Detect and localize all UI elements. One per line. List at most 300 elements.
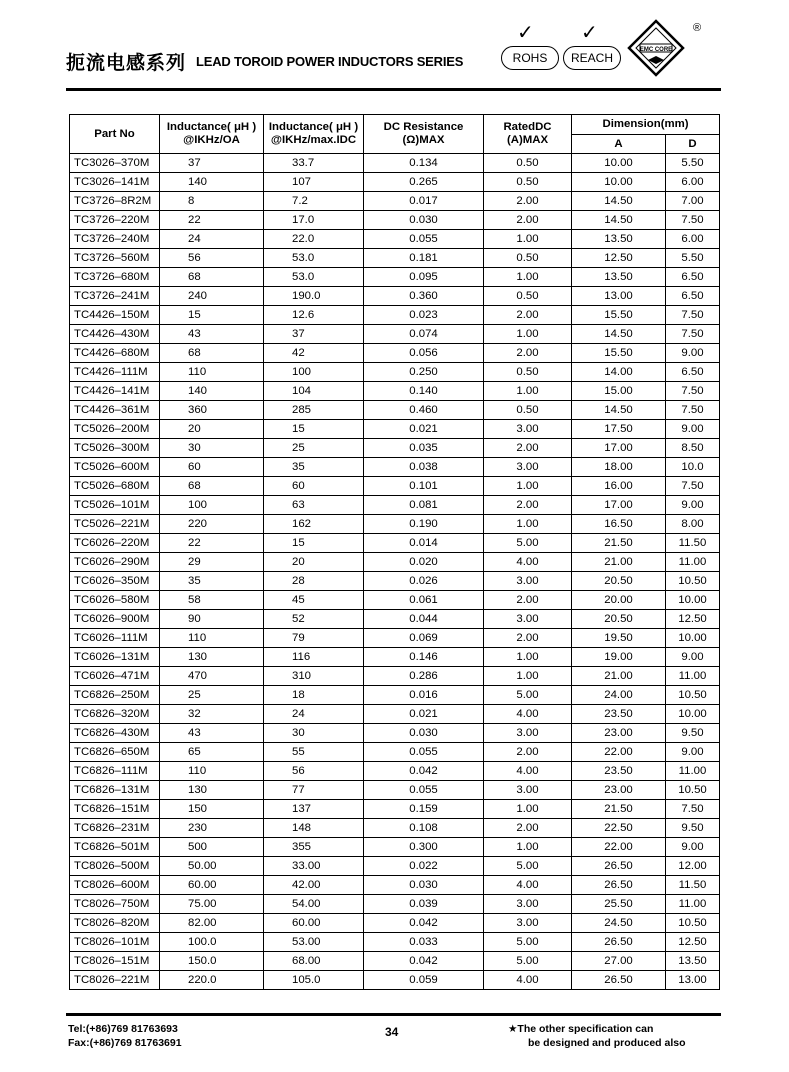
cell-dim-d: 10.00 (666, 591, 720, 610)
cell-inductance-oa: 100.0 (160, 933, 264, 952)
table-row (70, 952, 720, 971)
cell-rated-dc: 3.00 (484, 895, 572, 914)
cell-inductance-oa: 35 (160, 572, 264, 591)
cell-dim-a: 26.50 (572, 857, 666, 876)
cell-dc-resistance: 0.250 (364, 363, 484, 382)
cell-dim-d: 9.00 (666, 420, 720, 439)
cell-rated-dc: 3.00 (484, 420, 572, 439)
cell-inductance-dc: 104 (264, 382, 364, 401)
reach-badge: REACH (563, 46, 621, 70)
cell-inductance-dc: 15 (264, 420, 364, 439)
cell-part-no: TC5026–600M (70, 458, 160, 477)
cell-dc-resistance: 0.055 (364, 743, 484, 762)
footer-divider (66, 1013, 721, 1016)
cell-dim-d: 6.00 (666, 230, 720, 249)
cell-dc-resistance: 0.181 (364, 249, 484, 268)
cell-dim-a: 15.00 (572, 382, 666, 401)
cell-dim-a: 21.00 (572, 553, 666, 572)
cell-dc-resistance: 0.360 (364, 287, 484, 306)
cell-inductance-dc: 285 (264, 401, 364, 420)
cell-dim-d: 7.50 (666, 211, 720, 230)
cell-inductance-oa: 20 (160, 420, 264, 439)
cell-inductance-oa: 25 (160, 686, 264, 705)
reach-check-icon: ✓ (581, 22, 598, 44)
cell-dim-a: 14.50 (572, 211, 666, 230)
rohs-badge: ROHS (501, 46, 559, 70)
cell-dc-resistance: 0.300 (364, 838, 484, 857)
table-row (70, 629, 720, 648)
cell-part-no: TC6026–471M (70, 667, 160, 686)
cell-dim-a: 20.00 (572, 591, 666, 610)
cell-inductance-oa: 29 (160, 553, 264, 572)
cell-dc-resistance: 0.022 (364, 857, 484, 876)
cell-dc-resistance: 0.146 (364, 648, 484, 667)
cell-dc-resistance: 0.042 (364, 914, 484, 933)
cell-inductance-dc: 20 (264, 553, 364, 572)
table-row (70, 192, 720, 211)
cell-rated-dc: 1.00 (484, 268, 572, 287)
cell-inductance-dc: 190.0 (264, 287, 364, 306)
cell-dc-resistance: 0.017 (364, 192, 484, 211)
cell-part-no: TC8026–500M (70, 857, 160, 876)
cell-dc-resistance: 0.021 (364, 705, 484, 724)
cell-rated-dc: 1.00 (484, 800, 572, 819)
cell-inductance-dc: 7.2 (264, 192, 364, 211)
cell-dim-d: 6.50 (666, 287, 720, 306)
cell-dim-a: 16.00 (572, 477, 666, 496)
table-row (70, 876, 720, 895)
cell-rated-dc: 1.00 (484, 230, 572, 249)
table-row (70, 534, 720, 553)
cell-dim-d: 5.50 (666, 154, 720, 173)
cell-dim-d: 9.50 (666, 819, 720, 838)
cell-dim-a: 23.00 (572, 724, 666, 743)
cell-dim-a: 23.50 (572, 762, 666, 781)
cell-dim-a: 24.50 (572, 914, 666, 933)
cell-inductance-dc: 53.0 (264, 249, 364, 268)
cell-dim-d: 11.00 (666, 553, 720, 572)
cell-dim-d: 11.00 (666, 667, 720, 686)
contact-info (68, 1022, 182, 1050)
table-row (70, 857, 720, 876)
table-row (70, 344, 720, 363)
cell-dim-a: 21.50 (572, 534, 666, 553)
cell-inductance-oa: 110 (160, 629, 264, 648)
cell-part-no: TC4426–111M (70, 363, 160, 382)
cell-inductance-dc: 77 (264, 781, 364, 800)
cell-dim-a: 23.50 (572, 705, 666, 724)
cell-dim-a: 18.00 (572, 458, 666, 477)
cell-rated-dc: 5.00 (484, 933, 572, 952)
table-row (70, 306, 720, 325)
cell-inductance-dc: 15 (264, 534, 364, 553)
cell-part-no: TC6026–350M (70, 572, 160, 591)
rohs-check-icon: ✓ (517, 22, 534, 44)
cell-dim-a: 27.00 (572, 952, 666, 971)
cell-inductance-oa: 37 (160, 154, 264, 173)
cell-dc-resistance: 0.069 (364, 629, 484, 648)
cell-rated-dc: 1.00 (484, 515, 572, 534)
cell-rated-dc: 3.00 (484, 724, 572, 743)
cell-dim-d: 9.50 (666, 724, 720, 743)
cell-inductance-oa: 22 (160, 534, 264, 553)
cell-part-no: TC6026–290M (70, 553, 160, 572)
header-dim-a: A (572, 135, 666, 154)
cell-inductance-oa: 43 (160, 724, 264, 743)
cell-dc-resistance: 0.055 (364, 781, 484, 800)
cell-part-no: TC6026–111M (70, 629, 160, 648)
cell-dim-d: 7.50 (666, 477, 720, 496)
cell-dc-resistance: 0.095 (364, 268, 484, 287)
cell-inductance-oa: 220.0 (160, 971, 264, 990)
cell-inductance-oa: 150 (160, 800, 264, 819)
cell-dim-d: 11.00 (666, 895, 720, 914)
cell-rated-dc: 3.00 (484, 458, 572, 477)
table-row (70, 800, 720, 819)
header-inductance-oa: Inductance( μH ) @IKHz/OA (160, 115, 264, 154)
cell-inductance-dc: 33.00 (264, 857, 364, 876)
cell-dim-d: 9.00 (666, 344, 720, 363)
table-row (70, 211, 720, 230)
cell-inductance-oa: 68 (160, 477, 264, 496)
cell-inductance-dc: 116 (264, 648, 364, 667)
table-row (70, 477, 720, 496)
cell-rated-dc: 2.00 (484, 496, 572, 515)
cell-dim-a: 10.00 (572, 173, 666, 192)
cell-dim-d: 10.00 (666, 705, 720, 724)
spec-table (69, 114, 720, 990)
cell-dc-resistance: 0.035 (364, 439, 484, 458)
table-row (70, 420, 720, 439)
header-dim-d: D (666, 135, 720, 154)
cell-dc-resistance: 0.074 (364, 325, 484, 344)
cell-dim-a: 13.00 (572, 287, 666, 306)
cell-dc-resistance: 0.030 (364, 211, 484, 230)
cell-rated-dc: 1.00 (484, 477, 572, 496)
cell-inductance-dc: 53.0 (264, 268, 364, 287)
cell-inductance-oa: 75.00 (160, 895, 264, 914)
spec-note (508, 1022, 686, 1050)
cell-rated-dc: 2.00 (484, 306, 572, 325)
cell-dim-a: 26.50 (572, 876, 666, 895)
cell-inductance-dc: 52 (264, 610, 364, 629)
table-row (70, 458, 720, 477)
cell-inductance-oa: 100 (160, 496, 264, 515)
cell-dim-a: 22.50 (572, 819, 666, 838)
cell-part-no: TC6826–231M (70, 819, 160, 838)
cell-rated-dc: 2.00 (484, 629, 572, 648)
company-logo-icon (626, 18, 686, 78)
cell-part-no: TC3726–8R2M (70, 192, 160, 211)
header-dc-resistance: DC Resistance (Ω)MAX (364, 115, 484, 154)
cell-dim-d: 5.50 (666, 249, 720, 268)
cell-dc-resistance: 0.014 (364, 534, 484, 553)
cell-rated-dc: 0.50 (484, 287, 572, 306)
cell-inductance-oa: 90 (160, 610, 264, 629)
cell-part-no: TC4426–150M (70, 306, 160, 325)
table-row (70, 838, 720, 857)
cell-dc-resistance: 0.190 (364, 515, 484, 534)
cell-inductance-dc: 28 (264, 572, 364, 591)
cell-inductance-oa: 60.00 (160, 876, 264, 895)
cell-rated-dc: 0.50 (484, 154, 572, 173)
cell-rated-dc: 2.00 (484, 743, 572, 762)
cell-inductance-oa: 8 (160, 192, 264, 211)
table-row (70, 743, 720, 762)
cell-dim-d: 7.50 (666, 306, 720, 325)
cell-dim-a: 25.50 (572, 895, 666, 914)
cell-inductance-oa: 130 (160, 648, 264, 667)
cell-dc-resistance: 0.039 (364, 895, 484, 914)
cell-inductance-dc: 42 (264, 344, 364, 363)
cell-inductance-oa: 470 (160, 667, 264, 686)
cell-dim-d: 11.00 (666, 762, 720, 781)
cell-inductance-dc: 355 (264, 838, 364, 857)
cell-dim-d: 13.00 (666, 971, 720, 990)
cell-inductance-dc: 30 (264, 724, 364, 743)
cell-part-no: TC3726–240M (70, 230, 160, 249)
cell-inductance-oa: 50.00 (160, 857, 264, 876)
tel-text: Tel:(+86)769 81763693 (68, 1023, 178, 1035)
cell-dc-resistance: 0.030 (364, 724, 484, 743)
cell-inductance-oa: 22 (160, 211, 264, 230)
cell-dim-d: 13.50 (666, 952, 720, 971)
note-line-1: ★The other specification can (508, 1023, 654, 1035)
cell-dim-a: 10.00 (572, 154, 666, 173)
cell-part-no: TC6826–151M (70, 800, 160, 819)
registered-mark: ® (693, 22, 702, 34)
cell-dim-d: 9.00 (666, 743, 720, 762)
cell-rated-dc: 1.00 (484, 667, 572, 686)
cell-part-no: TC4426–141M (70, 382, 160, 401)
cell-dim-d: 7.50 (666, 800, 720, 819)
cell-inductance-oa: 60 (160, 458, 264, 477)
table-row (70, 268, 720, 287)
cell-inductance-dc: 162 (264, 515, 364, 534)
cell-rated-dc: 2.00 (484, 439, 572, 458)
cell-inductance-dc: 148 (264, 819, 364, 838)
cell-inductance-dc: 42.00 (264, 876, 364, 895)
table-row (70, 667, 720, 686)
cell-part-no: TC3026–370M (70, 154, 160, 173)
cell-part-no: TC4426–361M (70, 401, 160, 420)
cell-dim-a: 26.50 (572, 933, 666, 952)
cell-inductance-oa: 110 (160, 762, 264, 781)
cell-inductance-dc: 105.0 (264, 971, 364, 990)
cell-dc-resistance: 0.016 (364, 686, 484, 705)
cell-dc-resistance: 0.030 (364, 876, 484, 895)
cell-rated-dc: 2.00 (484, 344, 572, 363)
note-line-2: be designed and produced also (528, 1037, 686, 1049)
cell-dc-resistance: 0.023 (364, 306, 484, 325)
cell-rated-dc: 1.00 (484, 648, 572, 667)
cell-dc-resistance: 0.140 (364, 382, 484, 401)
cell-inductance-dc: 310 (264, 667, 364, 686)
table-row (70, 819, 720, 838)
cell-part-no: TC6826–320M (70, 705, 160, 724)
cell-dim-d: 7.00 (666, 192, 720, 211)
table-row (70, 591, 720, 610)
cell-dim-d: 9.00 (666, 648, 720, 667)
cell-dc-resistance: 0.055 (364, 230, 484, 249)
cell-dim-d: 8.00 (666, 515, 720, 534)
cell-dim-d: 10.0 (666, 458, 720, 477)
cell-part-no: TC6826–430M (70, 724, 160, 743)
cell-inductance-dc: 12.6 (264, 306, 364, 325)
cell-dim-d: 12.50 (666, 610, 720, 629)
cell-rated-dc: 3.00 (484, 781, 572, 800)
cell-part-no: TC8026–151M (70, 952, 160, 971)
cell-dim-d: 12.50 (666, 933, 720, 952)
cell-dim-a: 14.50 (572, 401, 666, 420)
cell-dc-resistance: 0.033 (364, 933, 484, 952)
cell-rated-dc: 3.00 (484, 572, 572, 591)
cell-dim-a: 14.00 (572, 363, 666, 382)
cell-dim-a: 13.50 (572, 230, 666, 249)
cell-dim-a: 23.00 (572, 781, 666, 800)
cell-dim-a: 16.50 (572, 515, 666, 534)
cell-part-no: TC8026–820M (70, 914, 160, 933)
cell-dim-d: 11.50 (666, 534, 720, 553)
cell-dc-resistance: 0.460 (364, 401, 484, 420)
cell-dim-a: 17.00 (572, 439, 666, 458)
cell-dim-a: 13.50 (572, 268, 666, 287)
cell-inductance-oa: 240 (160, 287, 264, 306)
table-row (70, 724, 720, 743)
cell-dim-d: 7.50 (666, 401, 720, 420)
table-row (70, 230, 720, 249)
cell-dim-a: 12.50 (572, 249, 666, 268)
header-dimension: Dimension(mm) (572, 115, 720, 135)
cell-part-no: TC5026–200M (70, 420, 160, 439)
cell-dim-d: 7.50 (666, 325, 720, 344)
cell-rated-dc: 4.00 (484, 876, 572, 895)
cell-rated-dc: 2.00 (484, 211, 572, 230)
cell-inductance-oa: 220 (160, 515, 264, 534)
cell-inductance-dc: 45 (264, 591, 364, 610)
cell-inductance-oa: 65 (160, 743, 264, 762)
cell-inductance-oa: 32 (160, 705, 264, 724)
cell-inductance-dc: 33.7 (264, 154, 364, 173)
cell-dim-d: 6.00 (666, 173, 720, 192)
cell-rated-dc: 3.00 (484, 914, 572, 933)
table-row (70, 154, 720, 173)
cell-rated-dc: 1.00 (484, 325, 572, 344)
cell-inductance-dc: 53.00 (264, 933, 364, 952)
cell-dc-resistance: 0.020 (364, 553, 484, 572)
table-row (70, 971, 720, 990)
cell-rated-dc: 1.00 (484, 838, 572, 857)
cell-rated-dc: 2.00 (484, 591, 572, 610)
cell-part-no: TC4426–680M (70, 344, 160, 363)
cell-dc-resistance: 0.265 (364, 173, 484, 192)
table-row (70, 572, 720, 591)
cell-rated-dc: 4.00 (484, 553, 572, 572)
cell-part-no: TC5026–300M (70, 439, 160, 458)
cell-dim-d: 12.00 (666, 857, 720, 876)
cell-part-no: TC8026–750M (70, 895, 160, 914)
table-row (70, 496, 720, 515)
cell-dim-d: 10.50 (666, 572, 720, 591)
cell-part-no: TC8026–101M (70, 933, 160, 952)
cell-inductance-dc: 68.00 (264, 952, 364, 971)
cell-dc-resistance: 0.021 (364, 420, 484, 439)
cell-dim-a: 19.00 (572, 648, 666, 667)
table-row (70, 439, 720, 458)
cell-dim-a: 24.00 (572, 686, 666, 705)
cell-rated-dc: 0.50 (484, 173, 572, 192)
cell-inductance-oa: 110 (160, 363, 264, 382)
cell-part-no: TC5026–101M (70, 496, 160, 515)
cell-part-no: TC4426–430M (70, 325, 160, 344)
table-row (70, 401, 720, 420)
cell-inductance-dc: 24 (264, 705, 364, 724)
cell-inductance-dc: 25 (264, 439, 364, 458)
cell-inductance-dc: 55 (264, 743, 364, 762)
cell-part-no: TC3026–141M (70, 173, 160, 192)
cell-inductance-oa: 58 (160, 591, 264, 610)
table-row (70, 553, 720, 572)
cell-inductance-oa: 360 (160, 401, 264, 420)
cell-dim-d: 10.50 (666, 686, 720, 705)
cell-rated-dc: 5.00 (484, 686, 572, 705)
cell-rated-dc: 0.50 (484, 401, 572, 420)
cell-part-no: TC6026–220M (70, 534, 160, 553)
cell-dc-resistance: 0.038 (364, 458, 484, 477)
page-header (66, 22, 726, 82)
cell-rated-dc: 0.50 (484, 249, 572, 268)
cell-rated-dc: 2.00 (484, 819, 572, 838)
cell-dim-a: 15.50 (572, 344, 666, 363)
cell-dim-d: 11.50 (666, 876, 720, 895)
cell-dc-resistance: 0.044 (364, 610, 484, 629)
cell-dim-a: 17.00 (572, 496, 666, 515)
cell-inductance-oa: 30 (160, 439, 264, 458)
table-row (70, 895, 720, 914)
cell-inductance-dc: 107 (264, 173, 364, 192)
cell-inductance-dc: 100 (264, 363, 364, 382)
cell-dim-a: 14.50 (572, 325, 666, 344)
cell-inductance-oa: 15 (160, 306, 264, 325)
cell-inductance-dc: 37 (264, 325, 364, 344)
cell-inductance-oa: 68 (160, 268, 264, 287)
cell-part-no: TC3726–241M (70, 287, 160, 306)
cell-inductance-dc: 56 (264, 762, 364, 781)
cell-dim-a: 20.50 (572, 610, 666, 629)
cell-dim-a: 14.50 (572, 192, 666, 211)
cell-rated-dc: 4.00 (484, 971, 572, 990)
cell-dc-resistance: 0.059 (364, 971, 484, 990)
title-english: LEAD TOROID POWER INDUCTORS SERIES (196, 54, 464, 69)
cell-part-no: TC6826–501M (70, 838, 160, 857)
cell-dim-d: 6.50 (666, 268, 720, 287)
cell-dc-resistance: 0.101 (364, 477, 484, 496)
table-row (70, 686, 720, 705)
cell-rated-dc: 3.00 (484, 610, 572, 629)
logo-text: EMC CORE (639, 47, 673, 53)
cell-dim-a: 15.50 (572, 306, 666, 325)
cell-part-no: TC8026–600M (70, 876, 160, 895)
cell-part-no: TC6826–650M (70, 743, 160, 762)
cell-part-no: TC6026–900M (70, 610, 160, 629)
cell-inductance-dc: 60.00 (264, 914, 364, 933)
cell-dc-resistance: 0.286 (364, 667, 484, 686)
cell-part-no: TC6826–250M (70, 686, 160, 705)
cell-dc-resistance: 0.108 (364, 819, 484, 838)
table-row (70, 648, 720, 667)
table-row (70, 382, 720, 401)
table-row (70, 515, 720, 534)
